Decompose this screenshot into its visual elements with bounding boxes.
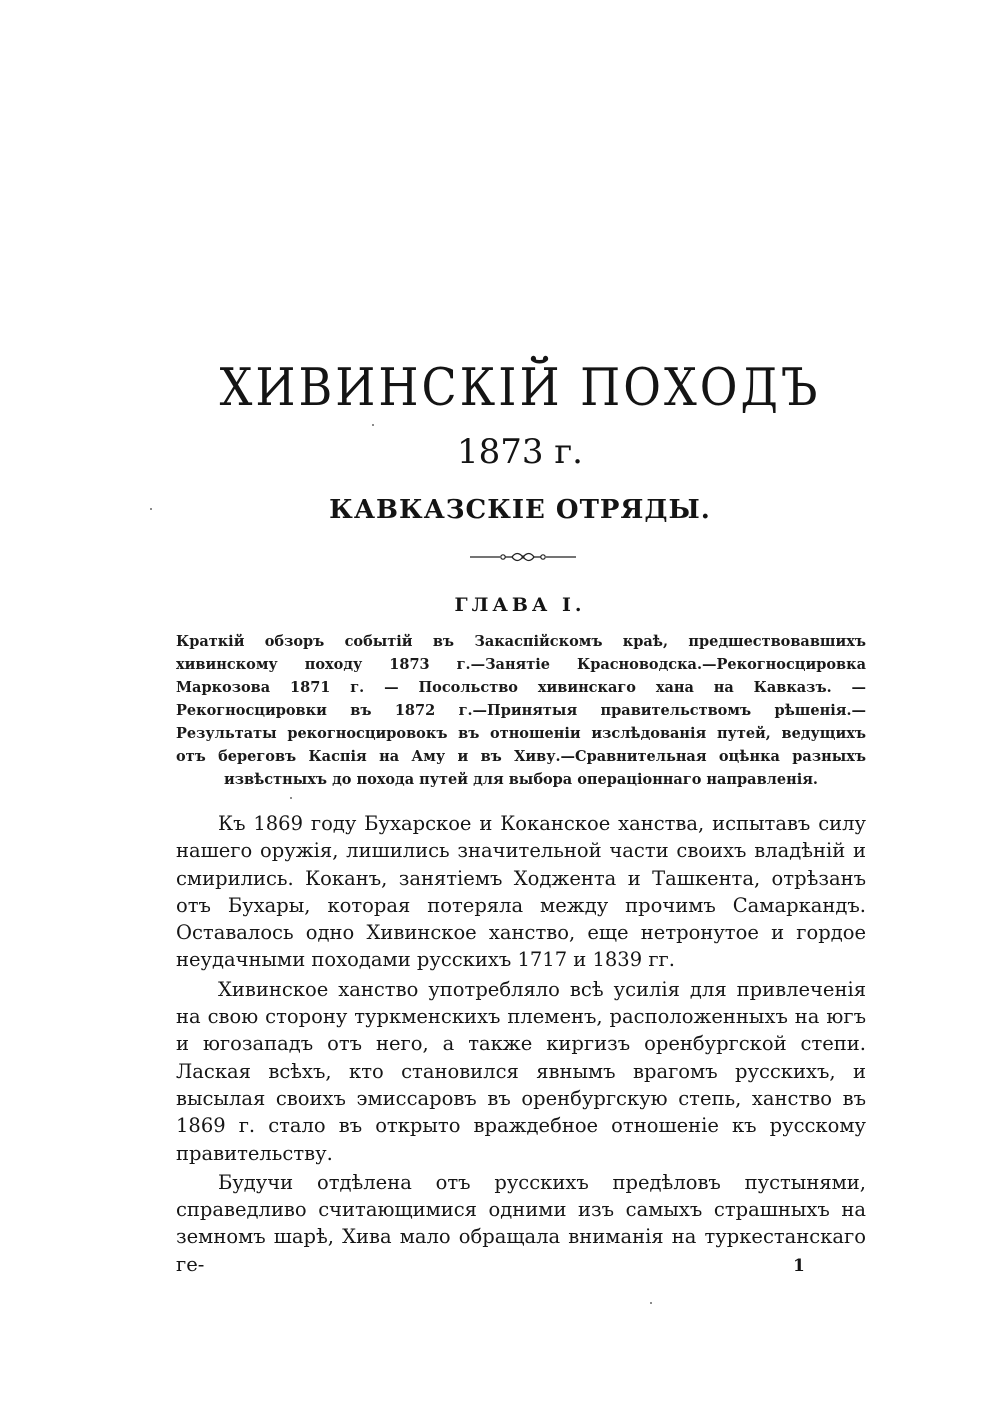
paper-speck [150,508,152,510]
paper-speck [650,1302,652,1304]
ornamental-divider-icon [470,546,576,568]
paper-speck [372,424,374,426]
year-heading: 1873 г. [457,432,583,472]
body-text [176,810,866,1280]
chapter-heading: ГЛАВА I. [454,594,586,616]
page-number: 1 [793,1256,805,1276]
main-title: ХИВИНСКІЙ ПОХОДЪ [219,356,821,418]
paper-speck [290,797,292,799]
paragraph: Будучи отдѣлена отъ русскихъ предѣловъ пустынями, справедливо считающимися одними изъ самыхъ страшныхъ на земномъ шарѣ, Хива мало обращала вниманія на туркестанскаго ге- [176,1170,866,1276]
paragraph: Хивинское ханство употребляло всѣ усилія для привлеченія на свою сторону туркменскихъ племенъ, расположенныхъ на югъ и югозападъ отъ него, а также киргизъ оренбургской степи. Лаская всѣхъ, кто становился явнымъ врагомъ русскихъ, и высылая своихъ эмиссаровъ въ оренбургскую степь, ханство въ 1869 г. стало въ открыто враждебное отношеніе къ русскому правительству. [176,977,866,1165]
subtitle-heading: КАВКАЗСКІЕ ОТРЯДЫ. [329,495,711,525]
chapter-summary: Краткій обзоръ событій въ Закаспійскомъ краѣ, предшествовавшихъ хивинскому походу 1873 г.—Занятіе Красноводска.—Рекогносцировка Маркозова 1871 г. — Посольство хивинскаго хана на Кавказъ. — Рекогносцировки въ 1872 г.—Принятыя правительствомъ рѣшенія.—Результаты рекогносцировокъ въ отношеніи изслѣдованія путей, ведущихъ отъ береговъ Каспія на Аму и въ Хиву.—Сравнительная оцѣнка разныхъ извѣстныхъ до похода путей для выбора операціоннаго направленія. [176,633,866,788]
paragraph: Къ 1869 году Бухарское и Коканское ханства, испытавъ силу нашего оружія, лишились значительной части своихъ владѣній и смирились. Коканъ, занятіемъ Ходжента и Ташкента, отрѣзанъ отъ Бухары, которая потеряла между прочимъ Самаркандъ. Оставалось одно Хивинское ханство, еще нетронутое и гордое неудачными походами русскихъ 1717 и 1839 гг. [176,812,866,972]
